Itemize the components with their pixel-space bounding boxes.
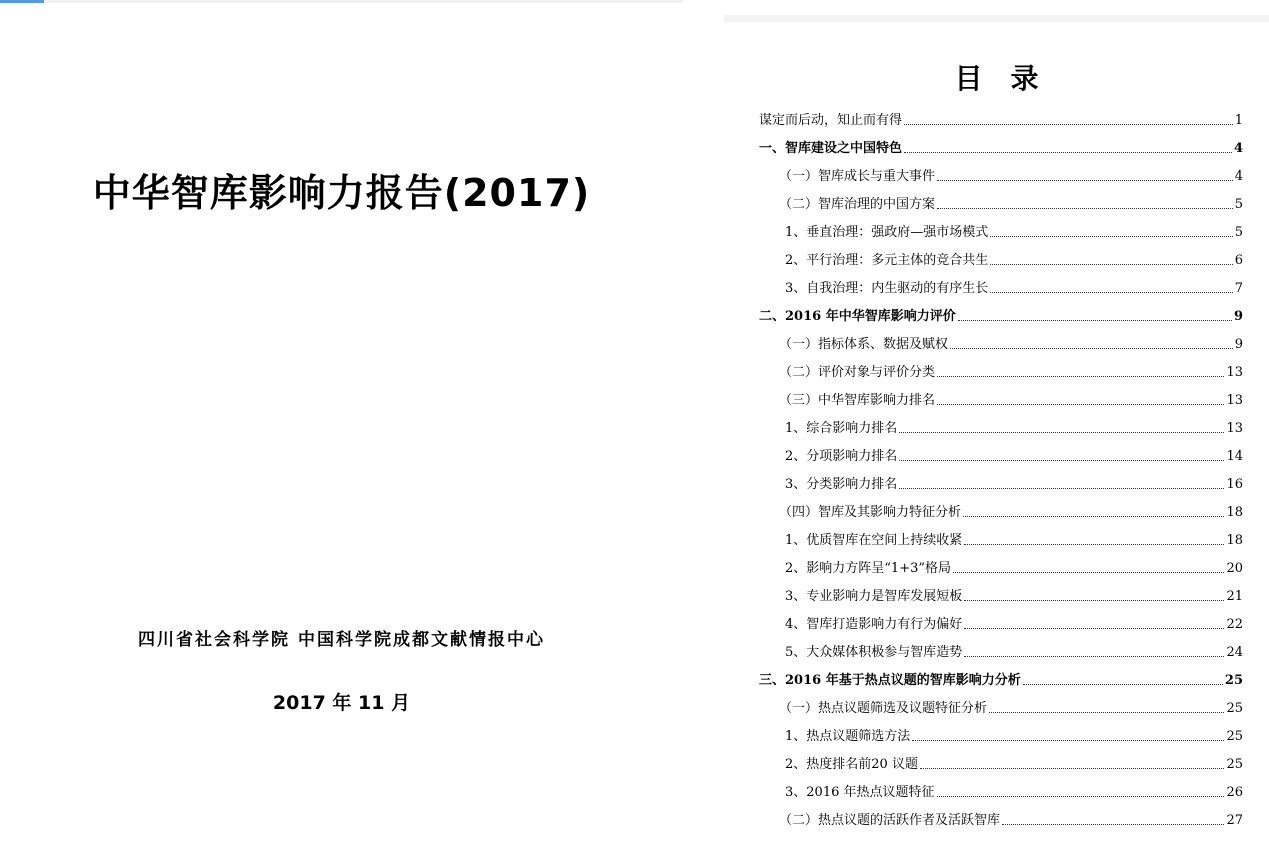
- toc-dot-leader: [937, 376, 1224, 377]
- toc-dot-leader: [937, 180, 1233, 181]
- toc-entry-page: 4: [1233, 141, 1243, 156]
- page-top-edge: [724, 15, 1269, 22]
- toc-entry-label: 5、大众媒体积极参与智库造势: [785, 645, 963, 660]
- toc-dot-leader: [990, 264, 1232, 265]
- toc-entry-label: 1、垂直治理：强政府—强市场模式: [785, 225, 989, 240]
- toc-entry-label: （三）中华智库影响力排名: [779, 393, 936, 408]
- toc-entry-label: 1、优质智库在空间上持续收紧: [785, 533, 963, 548]
- toc-dot-leader: [990, 292, 1232, 293]
- toc-entry[interactable]: [759, 639, 1243, 667]
- cover-institutions: 四川省社会科学院 中国科学院成都文献情报中心: [138, 630, 545, 650]
- toc-entry[interactable]: [759, 331, 1243, 359]
- toc-entry[interactable]: [759, 443, 1243, 471]
- toc-entry-page: 22: [1226, 617, 1243, 632]
- toc-dot-leader: [1023, 684, 1223, 685]
- toc-entry[interactable]: [759, 499, 1243, 527]
- toc-dot-leader: [964, 628, 1224, 629]
- toc-entry[interactable]: [759, 555, 1243, 583]
- toc-entry[interactable]: [759, 359, 1243, 387]
- toc-entry-page: 25: [1224, 673, 1243, 688]
- toc-dot-leader: [937, 208, 1233, 209]
- toc-dot-leader: [964, 600, 1224, 601]
- toc-entry-label: 二、2016 年中华智库影响力评价: [759, 309, 956, 324]
- toc-entry-page: 20: [1226, 561, 1243, 576]
- toc-entry-label: （四）智库及其影响力特征分析: [779, 505, 962, 520]
- cover-date: 2017 年 11 月: [272, 692, 411, 714]
- toc-dot-leader: [904, 152, 1232, 153]
- toc-dot-leader: [989, 712, 1224, 713]
- toc-entry[interactable]: [759, 751, 1243, 779]
- toc-entry[interactable]: [759, 163, 1243, 191]
- toc-entry-label: 4、智库打造影响力有行为偏好: [785, 617, 963, 632]
- toc-entry[interactable]: [759, 219, 1243, 247]
- toc-entry-label: 1、综合影响力排名: [785, 421, 898, 436]
- toc-entry[interactable]: [759, 807, 1243, 835]
- toc-entry-page: 6: [1234, 253, 1243, 268]
- toc-dot-leader: [937, 796, 1225, 797]
- toc-entry[interactable]: [759, 191, 1243, 219]
- toc-entry[interactable]: [759, 471, 1243, 499]
- toc-entry-label: （二）评价对象与评价分类: [779, 365, 936, 380]
- toc-entry-label: （一）热点议题筛选及议题特征分析: [779, 701, 988, 716]
- toc-entry[interactable]: [759, 695, 1243, 723]
- toc-entry-label: 3、分类影响力排名: [785, 477, 898, 492]
- toc-entry-label: 三、2016 年基于热点议题的智库影响力分析: [759, 673, 1021, 688]
- toc-entry-label: 2、热度排名前20 议题: [785, 757, 918, 772]
- toc-entry-label: 3、自我治理：内生驱动的有序生长: [785, 281, 989, 296]
- toc-entry-page: 4: [1234, 169, 1243, 184]
- toc-entry[interactable]: [759, 247, 1243, 275]
- toc-dot-leader: [899, 460, 1224, 461]
- toc-entry-label: 谋定而后动，知止而有得: [759, 113, 903, 128]
- toc-entry-page: 26: [1226, 785, 1243, 800]
- toc-entry-label: （一）智库成长与重大事件: [779, 169, 936, 184]
- toc-entry-page: 9: [1233, 309, 1243, 324]
- toc-dot-leader: [950, 348, 1233, 349]
- toc-entry[interactable]: [759, 275, 1243, 303]
- toc-entry[interactable]: [759, 611, 1243, 639]
- toc-entry-page: 9: [1234, 337, 1243, 352]
- toc-dot-leader: [899, 488, 1224, 489]
- toc-list: [759, 107, 1243, 835]
- toc-dot-leader: [964, 656, 1224, 657]
- toc-dot-leader: [964, 544, 1224, 545]
- toc-entry-page: 21: [1226, 589, 1243, 604]
- toc-entry[interactable]: [759, 387, 1243, 415]
- toc-entry-page: 16: [1226, 477, 1243, 492]
- toc-entry[interactable]: [759, 779, 1243, 807]
- toc-entry-page: 5: [1234, 197, 1243, 212]
- toc-entry-page: 7: [1234, 281, 1243, 296]
- toc-entry[interactable]: [759, 667, 1243, 695]
- toc-entry-label: （二）智库治理的中国方案: [779, 197, 936, 212]
- toc-entry-page: 18: [1226, 505, 1243, 520]
- toc-entry-page: 13: [1226, 421, 1243, 436]
- toc-entry-page: 5: [1234, 225, 1243, 240]
- toc-entry[interactable]: [759, 583, 1243, 611]
- toc-entry-page: 13: [1226, 365, 1243, 380]
- toc-dot-leader: [963, 516, 1224, 517]
- cover-title: 中华智库影响力报告(2017): [92, 171, 591, 215]
- toc-entry-label: 2、平行治理：多元主体的竞合共生: [785, 253, 989, 268]
- toc-entry[interactable]: [759, 415, 1243, 443]
- toc-entry-page: 27: [1226, 813, 1243, 828]
- toc-dot-leader: [904, 124, 1233, 125]
- toc-dot-leader: [990, 236, 1232, 237]
- toc-entry-page: 14: [1226, 449, 1243, 464]
- toc-dot-leader: [899, 432, 1224, 433]
- toc-entry-label: 2、影响力方阵呈“1+3”格局: [785, 561, 951, 576]
- toc-entry-page: 25: [1226, 729, 1243, 744]
- toc-entry-label: 3、2016 年热点议题特征: [785, 785, 935, 800]
- toc-heading: 目录: [954, 62, 1067, 95]
- toc-entry-page: 25: [1226, 757, 1243, 772]
- toc-dot-leader: [1002, 824, 1224, 825]
- toc-entry-page: 25: [1226, 701, 1243, 716]
- toc-entry-label: （二）热点议题的活跃作者及活跃智库: [779, 813, 1001, 828]
- toc-entry-label: 3、专业影响力是智库发展短板: [785, 589, 963, 604]
- page-tab-indicator[interactable]: [0, 0, 44, 3]
- toc-entry-page: 13: [1226, 393, 1243, 408]
- toc-entry-label: （一）指标体系、数据及赋权: [779, 337, 949, 352]
- toc-dot-leader: [912, 740, 1224, 741]
- toc-dot-leader: [953, 572, 1224, 573]
- toc-entry-label: 2、分项影响力排名: [785, 449, 898, 464]
- toc-dot-leader: [920, 768, 1225, 769]
- toc-entry[interactable]: [759, 723, 1243, 751]
- toc-entry-label: 1、热点议题筛选方法: [785, 729, 911, 744]
- toc-entry-page: 24: [1226, 645, 1243, 660]
- toc-entry-page: 1: [1234, 113, 1243, 128]
- toc-entry[interactable]: [759, 527, 1243, 555]
- toc-dot-leader: [937, 404, 1224, 405]
- toc-dot-leader: [958, 320, 1232, 321]
- toc-entry[interactable]: [759, 135, 1243, 163]
- toc-entry[interactable]: [759, 303, 1243, 331]
- toc-entry-label: 一、智库建设之中国特色: [759, 141, 903, 156]
- toc-entry-page: 18: [1226, 533, 1243, 548]
- top-scrollbar-track: [0, 0, 683, 3]
- toc-entry[interactable]: [759, 107, 1243, 135]
